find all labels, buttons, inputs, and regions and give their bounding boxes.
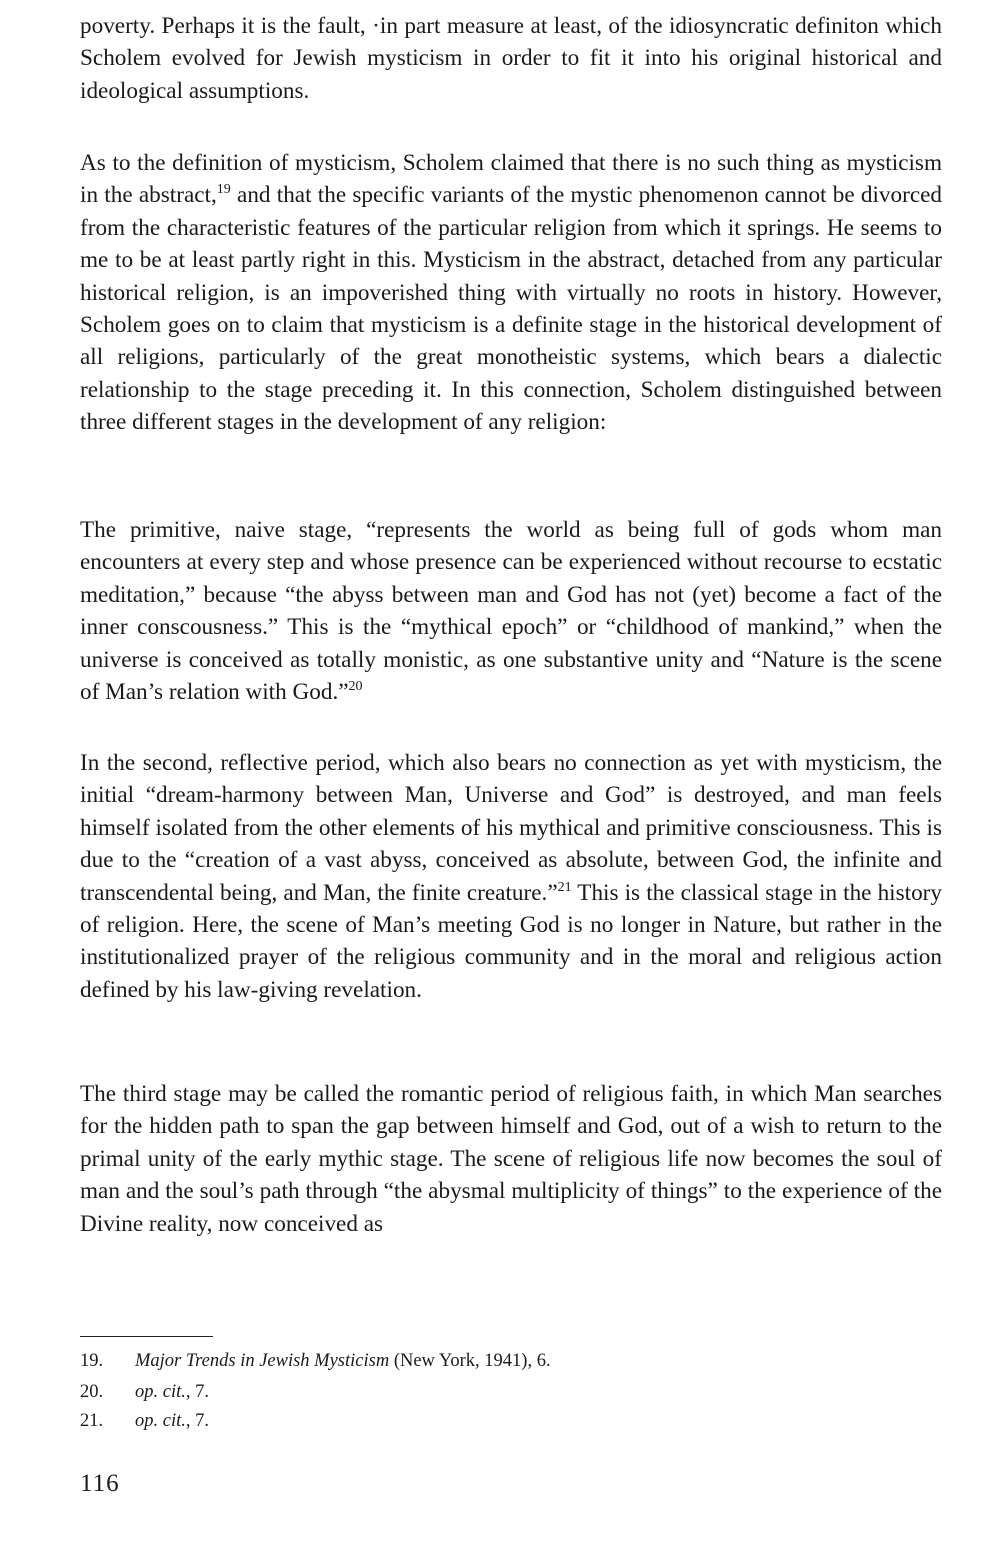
footnote-reference[interactable]: 20 (348, 679, 363, 695)
footnote-title: op. cit. (135, 1411, 186, 1431)
footnote-20 (80, 1379, 209, 1405)
footnote-detail: , 7. (185, 1382, 209, 1402)
footnote-19 (80, 1348, 551, 1374)
paragraph-primitive-stage (80, 514, 942, 708)
paragraph-text: and that the specific variants of the mystic phenomenon cannot be divorced from the characteristic features of the particular religion from which it springs. He seems to me to be at least partly right in this. Mysticism in the abstract, detached from any particular historical religion, is an impoverished thing with virtually no roots in history. However, Scholem goes on to claim that mysticism is a definite stage in the historical development of all religions, particularly of the great monotheistic systems, which bears a dialectic relationship to the stage preceding it. In this connection, Scholem distinguished between three different stages in the development of any religion: (80, 182, 943, 436)
footnote-number: 20. (80, 1382, 104, 1402)
page-number: 116 (80, 1470, 120, 1497)
paragraph-text: This is the classical stage in the history of religion. Here, the scene of Man’s meeting God is no longer in Nature, but rather in the institutionalized prayer of the religious community and in the moral and religious action defined by his law-giving revelation. (80, 879, 942, 1003)
paragraph-text: In the second, reflective period, which also bears no connection as yet with mysticism, the initial “dream-harmony between Man, Universe and God” is destroyed, and man feels himself isolated from the other elements of his mythical and primitive consciousness. This is due to the “creation of a vast abyss, conceived as absolute, between God, the infinite and transcendental being, and Man, the finite creature.” (80, 750, 942, 906)
footnote-reference[interactable]: 21 (557, 879, 572, 895)
paragraph-text: As to the definition of mysticism, Scholem claimed that there is no such thing as mysticism in the abstract, (80, 150, 942, 209)
footnote-number: 21. (80, 1411, 104, 1431)
paragraph-text: The third stage may be called the romantic period of religious faith, in which Man searches for the hidden path to span the gap between himself and God, out of a wish to return to the primal unity of the early mythic stage. The scene of religious life now becomes the soul of man and the soul’s path through “the abysmal multiplicity of things” to the experience of the Divine reality, now conceived as (80, 1081, 942, 1237)
footnote-number: 19. (80, 1351, 104, 1371)
paragraph-definition-of-mysticism (80, 147, 942, 439)
footnote-21 (80, 1408, 209, 1434)
footnote-rule (80, 1336, 213, 1337)
paragraph-third-stage (80, 1078, 942, 1240)
footnote-title: op. cit. (135, 1382, 186, 1402)
paragraph-continuation (80, 10, 942, 107)
footnote-reference[interactable]: 19 (216, 182, 231, 198)
paragraph-text: poverty. Perhaps it is the fault, ·in part measure at least, of the idiosyncratic definiton which Scholem evolved for Jewish mysticism in order to fit it into his original historical and ideological assumptions. (80, 13, 942, 104)
footnote-detail: , 7. (185, 1411, 209, 1431)
footnote-title: Major Trends in Jewish Mysticism (135, 1351, 390, 1371)
paragraph-text: The primitive, naive stage, “represents the world as being full of gods whom man encounters at every step and whose presence can be experienced without recourse to ecstatic meditation,” because “the abyss between man and God has not (yet) become a fact of the inner conscousness.” This is the “mythical epoch” or “childhood of mankind,” when the universe is conceived as totally monistic, as one substantive unity and “Nature is the scene of Man’s relation with God.” (80, 517, 942, 706)
footnote-detail: (New York, 1941), 6. (389, 1351, 551, 1371)
paragraph-second-stage (80, 747, 942, 1006)
